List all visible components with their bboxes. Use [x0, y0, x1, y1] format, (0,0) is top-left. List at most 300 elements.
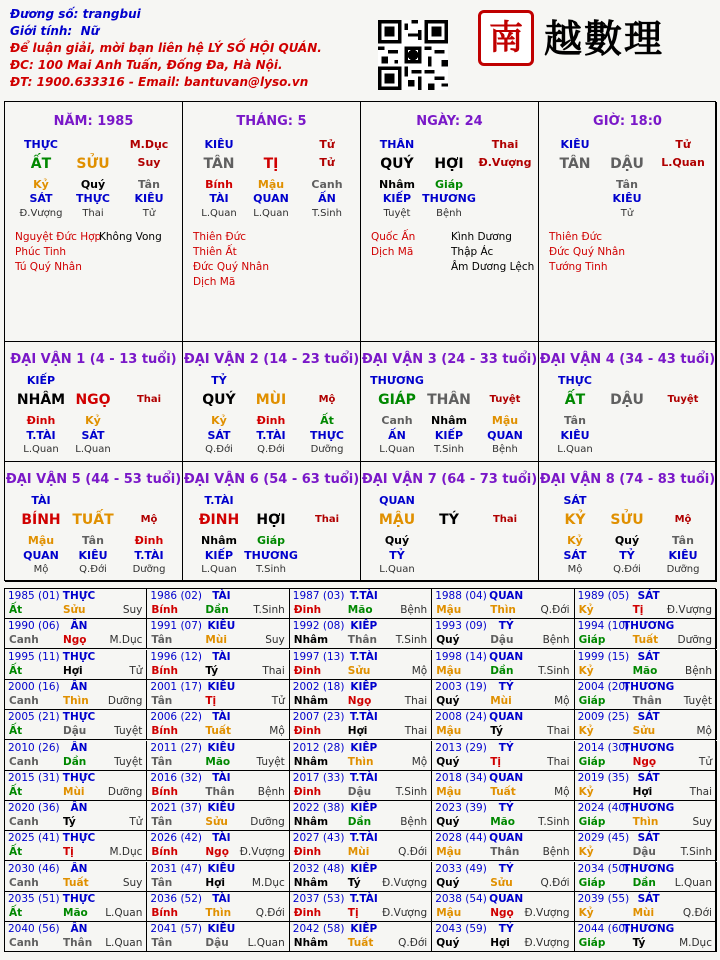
- year-branch: Dần: [63, 755, 87, 768]
- pillar-title: GIỜ: 18:0: [593, 114, 662, 129]
- annual-luck-cell: [290, 650, 432, 680]
- hidden-god: THỰC: [76, 192, 110, 205]
- phone-email-line: ĐT: 1900.633316 - Email: bantuvan@lyso.vn: [10, 75, 309, 89]
- year-branch: Dần: [347, 816, 372, 829]
- star-label: Tướng Tinh: [549, 261, 608, 273]
- year-stage: T.Sinh: [680, 846, 712, 859]
- hidden-stem: Nhâm: [379, 178, 415, 191]
- year-label: 2011 (27): [150, 741, 203, 754]
- pillar-main: L.Quan: [661, 156, 705, 169]
- life-stage: Thai: [82, 208, 104, 219]
- year-stage: Q.Đới: [540, 876, 570, 889]
- star-label: Đức Quý Nhân: [193, 261, 269, 273]
- year-stem: Mậu: [436, 725, 462, 738]
- major-luck-branch: HỢI: [256, 512, 286, 528]
- year-stage: L.Quan: [105, 907, 143, 919]
- major-luck-god: TỶ: [211, 374, 227, 387]
- year-stem: Nhâm: [293, 876, 329, 889]
- year-god: KIÊU: [207, 862, 236, 875]
- hidden-stem: Bính: [205, 178, 233, 191]
- year-god: THỰC: [62, 832, 96, 845]
- pillar-stem-god: Tử: [319, 138, 335, 151]
- annual-luck-cell: [432, 892, 574, 922]
- hidden-stem: Đinh: [26, 414, 56, 427]
- star-label: Tú Quý Nhân: [15, 261, 82, 273]
- year-stem: Tân: [151, 634, 173, 647]
- star-label: Quốc Ấn: [371, 231, 416, 243]
- major-luck-stage: Thai: [314, 514, 340, 525]
- year-stage: M.Dục: [679, 937, 712, 950]
- year-stem: Canh: [9, 876, 39, 889]
- year-stage: Đ.Vượng: [524, 907, 570, 919]
- life-stage: Đ.Vượng: [19, 208, 63, 219]
- annual-luck-cell: [147, 801, 289, 831]
- annual-luck-cell: [290, 771, 432, 801]
- year-branch: Dần: [205, 604, 229, 616]
- year-stage: Bệnh: [400, 816, 428, 829]
- hidden-stem: Canh: [381, 414, 413, 427]
- qr-code-image: [378, 20, 448, 90]
- life-stage: Dưỡng: [310, 444, 344, 455]
- life-stage: Q.Đới: [257, 444, 285, 455]
- annual-luck-cell: [432, 650, 574, 680]
- year-god: SÁT: [637, 832, 660, 845]
- major-luck-stem: KỶ: [564, 512, 586, 528]
- year-label: 2014 (30): [577, 741, 630, 754]
- annual-luck-cell: [432, 771, 574, 801]
- year-label: 2010 (26): [8, 741, 60, 754]
- annual-luck-cell: [432, 680, 574, 710]
- year-branch: Dậu: [490, 634, 514, 647]
- hidden-god: QUAN: [487, 429, 523, 442]
- annual-luck-cell: [5, 619, 147, 649]
- year-stem: Nhâm: [293, 755, 329, 768]
- major-luck-stage: Mộ: [140, 514, 158, 525]
- year-label: 2017 (33): [292, 771, 345, 784]
- year-stem: Canh: [9, 634, 39, 647]
- year-god: TÀI: [212, 893, 231, 905]
- year-branch: Dậu: [632, 846, 656, 859]
- annual-luck-cell: [5, 892, 147, 922]
- hidden-god: KIÊU: [134, 192, 164, 205]
- year-label: 1991 (07): [150, 620, 203, 633]
- hidden-stem: Kỷ: [211, 414, 227, 427]
- year-branch: Mùi: [63, 785, 85, 798]
- pillar-stem-god: KIÊU: [560, 138, 590, 151]
- year-god: TỶ: [498, 923, 514, 936]
- annual-luck-cell: [147, 831, 289, 861]
- year-stem: Kỷ: [578, 725, 594, 738]
- year-label: 2037 (53): [292, 893, 345, 905]
- hidden-stem: Kỷ: [33, 178, 49, 191]
- red-seal-logo: 南: [478, 10, 534, 66]
- major-luck-title: ĐẠI VẬN 4 (34 - 43 tuổi): [539, 352, 716, 367]
- major-luck-stem: QUÝ: [202, 392, 236, 408]
- year-branch: Mão: [490, 816, 515, 829]
- year-branch: Thìn: [205, 907, 232, 919]
- year-god: KIẾP: [350, 620, 378, 633]
- year-branch: Tuất: [347, 937, 374, 950]
- year-branch: Sửu: [205, 816, 228, 829]
- life-stage: Q.Đới: [205, 444, 233, 455]
- year-label: 1985 (01): [8, 590, 60, 602]
- annual-luck-cell: [5, 650, 147, 680]
- annual-luck-table: [4, 588, 716, 952]
- life-stage: Mộ: [567, 564, 583, 575]
- year-label: 1990 (06): [8, 620, 60, 633]
- year-stage: Suy: [265, 634, 285, 647]
- major-luck-god: KIẾP: [26, 374, 56, 387]
- major-luck-title: ĐẠI VẬN 7 (64 - 73 tuổi): [361, 472, 538, 487]
- life-stage: L.Quan: [557, 444, 593, 455]
- year-god: T.TÀI: [349, 893, 378, 905]
- major-luck-stem: ẤT: [564, 392, 586, 408]
- annual-luck-cell: [290, 922, 432, 952]
- year-god: KIẾP: [350, 741, 378, 754]
- pillar-cell: [361, 102, 539, 342]
- life-stage: Bệnh: [436, 208, 462, 219]
- annual-luck-cell: [575, 741, 717, 771]
- major-luck-cell: [539, 342, 717, 462]
- pillar-main: Tử: [319, 156, 335, 169]
- year-stage: Q.Đới: [682, 907, 712, 919]
- pillar-stem-god: Tử: [675, 138, 691, 151]
- year-label: 2028 (44): [435, 832, 487, 845]
- annual-luck-cell: [147, 862, 289, 892]
- major-luck-stem: ĐINH: [198, 512, 240, 528]
- year-god: SÁT: [637, 711, 660, 724]
- hidden-stem: Quý: [80, 178, 106, 191]
- year-branch: Hợi: [205, 876, 225, 889]
- year-stem: Giáp: [578, 876, 606, 889]
- year-label: 2025 (41): [8, 832, 60, 845]
- life-stage: T.Sinh: [434, 444, 464, 455]
- year-branch: Mùi: [205, 634, 227, 647]
- hidden-god: THỰC: [310, 429, 344, 442]
- year-stem: Giáp: [578, 937, 606, 950]
- hidden-god: KIẾP: [434, 429, 464, 442]
- year-stage: Mộ: [554, 785, 570, 798]
- hidden-god: KIÊU: [668, 549, 698, 562]
- hidden-stem: Tân: [672, 534, 694, 547]
- year-stem: Ất: [9, 604, 23, 616]
- life-stage: Bệnh: [492, 444, 518, 455]
- year-stem: Nhâm: [293, 816, 329, 829]
- year-label: 2032 (48): [292, 862, 345, 875]
- major-luck-title: ĐẠI VẬN 1 (4 - 13 tuổi): [10, 352, 177, 367]
- hidden-god: KIÊU: [78, 549, 108, 562]
- year-god: QUAN: [489, 832, 524, 845]
- year-god: T.TÀI: [349, 711, 378, 724]
- year-branch: Dậu: [205, 937, 229, 950]
- year-stage: M.Dục: [109, 846, 143, 859]
- year-god: SÁT: [637, 893, 660, 905]
- major-luck-branch: TUẤT: [72, 512, 114, 528]
- year-god: THỰC: [62, 711, 96, 724]
- hidden-god: SÁT: [207, 429, 231, 442]
- year-label: 1988 (04): [435, 590, 487, 602]
- year-stage: Đ.Vượng: [382, 876, 428, 889]
- life-stage: L.Quan: [379, 564, 415, 575]
- year-label: 2040 (56): [8, 923, 60, 936]
- year-stage: L.Quan: [674, 876, 712, 889]
- year-god: THỰC: [62, 590, 96, 602]
- year-label: 2020 (36): [8, 802, 60, 815]
- hidden-god: KIÊU: [560, 429, 590, 442]
- year-branch: Tuất: [490, 785, 516, 798]
- year-branch: Mão: [63, 907, 88, 919]
- hidden-stem: Nhâm: [431, 414, 467, 427]
- year-label: 2019 (35): [577, 771, 630, 784]
- year-label: 2026 (42): [150, 832, 203, 845]
- year-stage: L.Quan: [105, 937, 143, 950]
- hidden-god: TỶ: [389, 549, 405, 562]
- year-branch: Tuất: [205, 725, 231, 738]
- hidden-god: T.TÀI: [256, 429, 286, 442]
- year-branch: Tuất: [632, 634, 659, 647]
- annual-luck-cell: [575, 801, 717, 831]
- year-stage: Tuyệt: [114, 725, 143, 738]
- hidden-stem: Tân: [138, 178, 160, 191]
- year-stem: Quý: [436, 937, 460, 950]
- year-branch: Dần: [490, 664, 514, 677]
- annual-luck-cell: [290, 680, 432, 710]
- annual-luck-cell: [432, 862, 574, 892]
- year-stage: T.Sinh: [395, 785, 428, 798]
- year-stem: Canh: [9, 937, 39, 950]
- year-god: THỰC: [62, 893, 96, 905]
- annual-luck-cell: [290, 801, 432, 831]
- year-branch: Mão: [632, 664, 658, 677]
- year-god: TỶ: [498, 802, 514, 815]
- year-stem: Mậu: [436, 664, 462, 677]
- year-label: 2007 (23): [292, 711, 345, 724]
- year-label: 1992 (08): [292, 620, 345, 633]
- hidden-stem: Đinh: [134, 534, 164, 547]
- year-stage: Bệnh: [257, 785, 285, 798]
- year-label: 1996 (12): [150, 650, 203, 663]
- year-label: 2012 (28): [292, 741, 345, 754]
- major-luck-cell: [5, 462, 183, 582]
- star-label: Thập Ác: [451, 246, 494, 258]
- year-label: 1987 (03): [292, 590, 345, 602]
- pillar-main: Suy: [137, 156, 161, 169]
- star-label: Thiên Đức: [193, 231, 247, 243]
- year-stem: Giáp: [578, 816, 606, 829]
- annual-luck-cell: [432, 831, 574, 861]
- major-luck-cell: [183, 342, 361, 462]
- year-stem: Ất: [9, 846, 23, 859]
- year-label: 2015 (31): [8, 771, 60, 784]
- year-stem: Tân: [151, 816, 173, 829]
- major-luck-branch: THÂN: [427, 392, 471, 408]
- year-god: TỶ: [498, 741, 514, 754]
- year-label: 2016 (32): [150, 771, 203, 784]
- year-god: TỶ: [498, 620, 514, 633]
- year-branch: Mão: [347, 604, 373, 616]
- year-label: 2008 (24): [435, 711, 487, 724]
- year-stage: Tử: [271, 694, 285, 707]
- year-branch: Thìn: [63, 694, 89, 707]
- year-branch: Thân: [490, 846, 520, 859]
- year-stem: Ất: [9, 785, 23, 798]
- year-stage: T.Sinh: [395, 634, 428, 647]
- annual-luck-cell: [147, 892, 289, 922]
- annual-luck-cell: [432, 801, 574, 831]
- year-stem: Tân: [151, 876, 173, 889]
- star-label: Nguyệt Đức Hợp: [15, 231, 102, 243]
- annual-luck-cell: [575, 771, 717, 801]
- major-luck-god: TÀI: [31, 494, 51, 507]
- year-label: 1997 (13): [292, 650, 345, 663]
- major-luck-god: T.TÀI: [204, 494, 234, 507]
- hidden-god: T.TÀI: [134, 549, 164, 562]
- year-stem: Tân: [151, 755, 173, 768]
- annual-luck-cell: [5, 741, 147, 771]
- year-label: 1986 (02): [150, 590, 203, 602]
- pillar-main: SỬU: [76, 156, 110, 172]
- year-branch: Ngọ: [632, 755, 657, 768]
- hidden-stem: Mậu: [257, 178, 285, 191]
- year-branch: Sửu: [632, 725, 656, 738]
- life-stage: L.Quan: [379, 444, 415, 455]
- pillar-title: THÁNG: 5: [236, 114, 307, 129]
- annual-luck-cell: [147, 922, 289, 952]
- hidden-god: ẤN: [388, 429, 406, 442]
- year-stem: Bính: [151, 785, 178, 798]
- year-label: 2009 (25): [577, 711, 630, 724]
- year-stage: Mộ: [411, 755, 428, 768]
- annual-luck-cell: [5, 710, 147, 740]
- annual-luck-cell: [575, 680, 717, 710]
- year-stage: Bệnh: [542, 634, 570, 647]
- annual-luck-cell: [5, 801, 147, 831]
- major-luck-branch: MÙI: [255, 392, 287, 408]
- year-god: THƯƠNG: [622, 620, 675, 633]
- brand-title: 越數理: [544, 16, 665, 61]
- hidden-stem: Giáp: [434, 178, 464, 191]
- year-branch: Hợi: [347, 725, 368, 738]
- year-stage: Dưỡng: [107, 694, 143, 707]
- year-branch: Dậu: [63, 725, 87, 738]
- year-god: THỰC: [62, 650, 96, 663]
- annual-luck-cell: [432, 589, 574, 619]
- year-stem: Canh: [9, 755, 39, 768]
- year-stem: Quý: [436, 876, 460, 889]
- year-stem: Giáp: [578, 694, 606, 707]
- year-label: 2038 (54): [435, 893, 487, 905]
- year-branch: Mùi: [632, 907, 655, 919]
- year-stem: Quý: [436, 634, 460, 647]
- year-stem: Mậu: [436, 785, 462, 798]
- year-branch: Thân: [63, 937, 93, 950]
- hidden-god: TÀI: [209, 192, 229, 205]
- year-stage: M.Dục: [251, 876, 285, 889]
- star-label: Dịch Mã: [193, 276, 236, 288]
- year-stage: Suy: [692, 816, 712, 829]
- year-god: TÀI: [212, 711, 231, 724]
- major-luck-cell: [361, 342, 539, 462]
- major-luck-cell: [361, 462, 539, 582]
- year-stage: T.Sinh: [538, 664, 570, 677]
- major-luck-branch: NGỌ: [75, 392, 111, 408]
- year-stem: Nhâm: [293, 634, 329, 647]
- year-label: 2004 (20): [577, 680, 630, 693]
- annual-luck-cell: [147, 589, 289, 619]
- star-label: Thiên Đức: [549, 231, 603, 243]
- life-stage: Tuyệt: [383, 208, 411, 219]
- year-god: TỶ: [498, 862, 514, 875]
- year-stage: Tử: [698, 755, 712, 768]
- star-label: Dịch Mã: [371, 246, 414, 258]
- year-stem: Kỷ: [578, 846, 594, 859]
- gender-line: Giới tính: Nữ: [10, 24, 100, 38]
- year-stage: Dưỡng: [107, 785, 143, 798]
- pillar-stem-god: THỰC: [24, 138, 58, 151]
- annual-luck-cell: [147, 771, 289, 801]
- major-luck-stem: NHÂM: [16, 392, 66, 408]
- pillar-main: Đ.Vượng: [478, 156, 532, 169]
- year-god: THƯƠNG: [622, 741, 675, 754]
- year-god: THỰC: [62, 771, 96, 784]
- star-label: Kình Dương: [451, 231, 512, 243]
- hidden-stem: Canh: [311, 178, 343, 191]
- year-stem: Quý: [436, 816, 460, 829]
- year-god: ẤN: [70, 620, 88, 633]
- annual-luck-cell: [575, 892, 717, 922]
- year-branch: Sửu: [347, 664, 371, 677]
- life-stage: Q.Đới: [613, 564, 641, 575]
- major-luck-branch: TÝ: [439, 512, 459, 528]
- year-god: KIÊU: [207, 923, 236, 936]
- year-branch: Sửu: [490, 876, 513, 889]
- hidden-stem: Đinh: [256, 414, 286, 427]
- year-branch: Thân: [632, 694, 662, 707]
- pillar-main: TÂN: [203, 156, 235, 172]
- year-stage: Q.Đới: [540, 604, 570, 616]
- year-stem: Bính: [151, 846, 178, 859]
- major-luck-stage: Mộ: [674, 514, 692, 525]
- year-stage: Mộ: [696, 725, 712, 738]
- year-stage: M.Dục: [109, 634, 143, 647]
- annual-luck-cell: [575, 922, 717, 952]
- major-luck-title: ĐẠI VẬN 2 (14 - 23 tuổi): [183, 352, 360, 367]
- star-label: Đức Quý Nhân: [549, 246, 625, 258]
- hidden-god: KIẾP: [204, 549, 234, 562]
- year-god: THƯƠNG: [622, 680, 675, 693]
- owner-header: [10, 6, 370, 91]
- major-luck-stage: Thai: [136, 394, 162, 405]
- year-stem: Đinh: [293, 785, 322, 798]
- star-label: Thiên Ất: [193, 246, 237, 258]
- year-god: KIÊU: [207, 741, 236, 754]
- year-stage: Bệnh: [400, 604, 428, 616]
- year-branch: Dậu: [347, 785, 372, 798]
- year-branch: Mão: [205, 755, 231, 768]
- year-god: KIẾP: [350, 923, 378, 936]
- year-god: KIÊU: [207, 680, 236, 693]
- year-label: 1993 (09): [435, 620, 487, 633]
- life-stage: Dưỡng: [132, 564, 166, 575]
- hidden-stem: Tân: [616, 178, 638, 191]
- year-stage: Tử: [129, 664, 143, 677]
- chart-main-panel: [4, 101, 716, 581]
- year-stage: Tuyệt: [683, 694, 712, 707]
- major-luck-stage: Mộ: [318, 394, 336, 405]
- year-label: 2039 (55): [577, 893, 630, 905]
- hidden-stem: Quý: [384, 534, 410, 547]
- year-branch: Hợi: [490, 937, 510, 950]
